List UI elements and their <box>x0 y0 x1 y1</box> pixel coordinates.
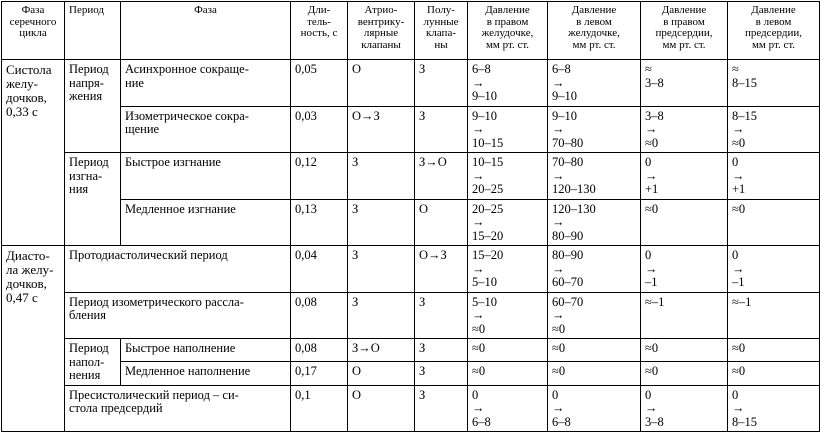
period-ejection: Период изгна- ния <box>65 153 121 246</box>
pressure-left-ventricle-cell: 0 → 6–8 <box>548 385 641 432</box>
av-valves-cell: О <box>348 60 415 107</box>
pressure-left-atrium-cell: 0 → +1 <box>728 153 820 200</box>
header-pressure-right-ventricle: Давление в правом желудочке, мм рт. ст. <box>468 2 548 60</box>
phase-cell: Быстрое наполнение <box>121 339 291 362</box>
pressure-right-ventricle-cell: 9–10 → 10–15 <box>468 106 548 153</box>
phase-cell: Период изометрического рассла- бления <box>65 292 291 339</box>
table-row <box>2 385 820 432</box>
duration-cell: 0,08 <box>291 292 348 339</box>
period-tension: Период напря- жения <box>65 60 121 153</box>
header-pressure-left-ventricle: Давление в левом желудочке, мм рт. ст. <box>548 2 641 60</box>
header-cycle-phase: Фаза серечного цикла <box>2 2 65 60</box>
pressure-left-ventricle-cell: 60–70 → ≈0 <box>548 292 641 339</box>
duration-cell: 0,04 <box>291 246 348 293</box>
pressure-right-ventricle-cell: 6–8 → 9–10 <box>468 60 548 107</box>
pressure-left-atrium-cell: ≈ 8–15 <box>728 60 820 107</box>
av-valves-cell: З <box>348 292 415 339</box>
pressure-right-atrium-cell: 3–8 → ≈0 <box>641 106 728 153</box>
pressure-left-ventricle-cell: 6–8 → 9–10 <box>548 60 641 107</box>
table-row <box>2 153 820 200</box>
header-phase: Фаза <box>121 2 291 60</box>
pressure-right-atrium-cell: ≈0 <box>641 362 728 385</box>
pressure-left-atrium-cell: 0 → –1 <box>728 246 820 293</box>
pressure-right-atrium-cell: ≈ 3–8 <box>641 60 728 107</box>
pressure-left-atrium-cell: 8–15 → ≈0 <box>728 106 820 153</box>
duration-cell: 0,03 <box>291 106 348 153</box>
av-valves-cell: З <box>348 246 415 293</box>
pressure-right-atrium-cell: ≈0 <box>641 199 728 246</box>
av-valves-cell: З <box>348 199 415 246</box>
semilunar-valves-cell: З <box>415 385 468 432</box>
pressure-right-ventricle-cell: ≈0 <box>468 362 548 385</box>
pressure-right-ventricle-cell: 20–25 → 15–20 <box>468 199 548 246</box>
pressure-right-atrium-cell: 0 → 3–8 <box>641 385 728 432</box>
group-systole: Систола желу- дочков, 0,33 с <box>2 60 65 246</box>
pressure-left-atrium-cell: ≈–1 <box>728 292 820 339</box>
pressure-right-ventricle-cell: 15–20 → 5–10 <box>468 246 548 293</box>
phase-cell: Медленное наполнение <box>121 362 291 385</box>
pressure-left-atrium-cell: ≈0 <box>728 199 820 246</box>
phase-cell: Асинхронное сокраще- ние <box>121 60 291 107</box>
av-valves-cell: О <box>348 385 415 432</box>
pressure-right-atrium-cell: 0 → –1 <box>641 246 728 293</box>
header-pressure-right-atrium: Давление в правом предсердии, мм рт. ст. <box>641 2 728 60</box>
pressure-right-atrium-cell: 0 → +1 <box>641 153 728 200</box>
table-row <box>2 60 820 107</box>
pressure-right-ventricle-cell: 10–15 → 20–25 <box>468 153 548 200</box>
cardiac-cycle-table <box>1 1 820 432</box>
phase-cell: Изометрическое сокра- щение <box>121 106 291 153</box>
header-semilunar-valves: Полу- лунные клапа- ны <box>415 2 468 60</box>
av-valves-cell: З <box>348 153 415 200</box>
pressure-left-ventricle-cell: 9–10 → 70–80 <box>548 106 641 153</box>
pressure-right-atrium-cell: ≈0 <box>641 339 728 362</box>
pressure-right-ventricle-cell: 5–10 → ≈0 <box>468 292 548 339</box>
pressure-left-atrium-cell: 0 → 8–15 <box>728 385 820 432</box>
pressure-right-ventricle-cell: ≈0 <box>468 339 548 362</box>
group-diastole: Диасто- ла желу- дочков, 0,47 с <box>2 246 65 432</box>
table-row <box>2 362 820 385</box>
av-valves-cell: О <box>348 362 415 385</box>
duration-cell: 0,05 <box>291 60 348 107</box>
semilunar-valves-cell: З <box>415 106 468 153</box>
av-valves-cell: З→О <box>348 339 415 362</box>
semilunar-valves-cell: З <box>415 339 468 362</box>
pressure-right-atrium-cell: ≈–1 <box>641 292 728 339</box>
semilunar-valves-cell: О <box>415 199 468 246</box>
header-row <box>2 2 820 60</box>
header-av-valves: Атрио- вентрику- лярные клапаны <box>348 2 415 60</box>
semilunar-valves-cell: З <box>415 292 468 339</box>
pressure-left-ventricle-cell: 80–90 → 60–70 <box>548 246 641 293</box>
pressure-left-ventricle-cell: 70–80 → 120–130 <box>548 153 641 200</box>
header-duration: Дли- тель- ность, с <box>291 2 348 60</box>
table-row <box>2 106 820 153</box>
phase-cell: Медленное изгнание <box>121 199 291 246</box>
table-row <box>2 339 820 362</box>
pressure-right-ventricle-cell: 0 → 6–8 <box>468 385 548 432</box>
phase-cell: Пресистолический период – си- стола предсердий <box>65 385 291 432</box>
header-period: Период <box>65 2 121 60</box>
duration-cell: 0,17 <box>291 362 348 385</box>
pressure-left-ventricle-cell: ≈0 <box>548 362 641 385</box>
pressure-left-ventricle-cell: ≈0 <box>548 339 641 362</box>
phase-cell: Протодиастолический период <box>65 246 291 293</box>
table-row <box>2 292 820 339</box>
duration-cell: 0,08 <box>291 339 348 362</box>
phase-cell: Быстрое изгнание <box>121 153 291 200</box>
semilunar-valves-cell: О→З <box>415 246 468 293</box>
semilunar-valves-cell: З→О <box>415 153 468 200</box>
period-filling: Период напол- нения <box>65 339 121 386</box>
pressure-left-ventricle-cell: 120–130 → 80–90 <box>548 199 641 246</box>
duration-cell: 0,12 <box>291 153 348 200</box>
semilunar-valves-cell: З <box>415 362 468 385</box>
table-row <box>2 246 820 293</box>
duration-cell: 0,13 <box>291 199 348 246</box>
pressure-left-atrium-cell: ≈0 <box>728 339 820 362</box>
table-row <box>2 199 820 246</box>
pressure-left-atrium-cell: ≈0 <box>728 362 820 385</box>
av-valves-cell: О→З <box>348 106 415 153</box>
header-pressure-left-atrium: Давление в левом предсердии, мм рт. ст. <box>728 2 820 60</box>
semilunar-valves-cell: З <box>415 60 468 107</box>
duration-cell: 0,1 <box>291 385 348 432</box>
